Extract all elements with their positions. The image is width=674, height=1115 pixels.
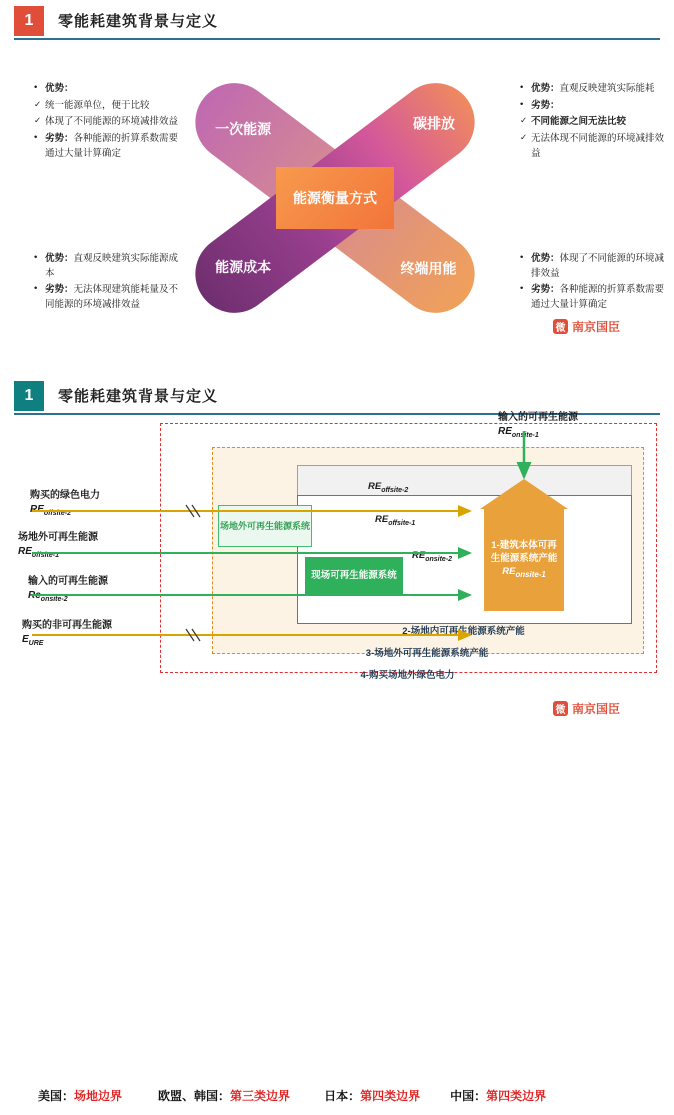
annotation-item: ✓ 统一能源单位，便于比较 [34, 99, 182, 114]
watermark-slide2 [553, 700, 620, 717]
flow-arrows [0, 417, 674, 707]
annotation-bottom-left [34, 252, 184, 315]
slide2-title: 零能耗建筑背景与定义 [58, 388, 219, 405]
annotation-item: ✓ 无法体现不同能源的环境减排效益 [520, 132, 670, 161]
axis-label-final-energy: 终端用能 [400, 260, 457, 277]
footer-item-jp: 日本： 第四类边界 [324, 1088, 421, 1103]
annotation-item: • 劣势：各种能源的折算系数需要通过大量计算确定 [34, 132, 182, 161]
onsite-system-box: 现场可再生能源系统 [305, 557, 403, 595]
caption-offsite-production: 3-场地外可再生能源系统产能 [365, 648, 489, 659]
axis-label-carbon-emission: 碳排放 [413, 115, 456, 132]
annotation-item: • 优势：直观反映建筑实际能耗 [520, 82, 670, 97]
label-input-renewable: 输入的可再生能源 $Re_{onsite-2}$ [28, 576, 108, 603]
annotation-bottom-right [520, 252, 672, 315]
center-label-energy-metric: 能源衡量方式 [276, 167, 394, 229]
annotation-top-left [34, 82, 182, 164]
axis-label-primary-energy: 一次能源 [215, 120, 272, 137]
watermark-slide1 [553, 318, 620, 335]
annotation-item: • 劣势：各种能源的折算系数需要通过大量计算确定 [520, 283, 672, 312]
slide1-header-rule [14, 38, 660, 40]
annotation-top-right [520, 82, 670, 164]
slide-energy-metric [0, 0, 674, 370]
caption-purchased-green-power: 4-购买场地外绿色电力 [360, 670, 455, 681]
annotation-item: ✓ 体现了不同能源的环境减排效益 [34, 115, 182, 130]
annotation-item: ✓ 不同能源之间无法比较 [520, 115, 670, 130]
flow-label-offsite-1: $RE_{offsite-1}$ [375, 514, 416, 527]
caption-onsite-production: 2-场地内可再生能源系统产能 [402, 626, 525, 637]
slide1-header [0, 6, 674, 42]
flow-label-onsite-2: $RE_{onsite-2}$ [412, 550, 453, 563]
x-cross-diagram [175, 72, 495, 324]
annotation-item: • 优势：直观反映建筑实际能源成本 [34, 252, 184, 281]
footer-item-us: 美国： 场地边界 [38, 1088, 123, 1103]
annotation-item: • 劣势： [520, 99, 670, 114]
label-offsite-renewable: 场地外可再生能源 $RE_{offsite-1}$ [18, 532, 98, 559]
watermark-text: 南京国臣 [572, 320, 621, 334]
boundary-footer [0, 1075, 674, 1115]
axis-label-energy-cost: 能源成本 [215, 259, 272, 276]
watermark-text: 南京国臣 [572, 702, 621, 716]
annotation-item: • 优势： [34, 82, 182, 97]
boundary-diagram [0, 412, 674, 707]
flow-label-offsite-2: $RE_{offsite-2}$ [368, 481, 409, 494]
wechat-icon: 微 [553, 701, 568, 716]
offsite-system-box: 场地外可再生能源系统 [218, 505, 312, 547]
slide1-title: 零能耗建筑背景与定义 [58, 13, 219, 30]
house-body-label: 1-建筑本体可再生能源系统产能 $RE_{onsite-1}$ [484, 508, 564, 611]
label-purchased-green-power: 购买的绿色电力 $RE_{offsite-2}$ [30, 490, 100, 517]
label-purchased-nonrenewable: 购买的非可再生能源 $E_{URE}$ [22, 620, 112, 647]
footer-item-eu-kr: 欧盟、韩国： 第三类边界 [158, 1088, 291, 1103]
annotation-item: • 劣势：无法体现建筑能耗量及不同能源的环境减排效益 [34, 283, 184, 312]
label-top-input: 输入的可再生能源 $RE_{onsite-1}$ [498, 412, 578, 439]
footer-item-cn: 中国： 第四类边界 [450, 1088, 547, 1103]
slide1-number-badge: 1 [14, 6, 44, 36]
slide2-number-badge: 1 [14, 381, 44, 411]
annotation-item: • 优势：体现了不同能源的环境减排效益 [520, 252, 672, 281]
slide-renewable-boundary [0, 375, 674, 1103]
wechat-icon: 微 [553, 319, 568, 334]
